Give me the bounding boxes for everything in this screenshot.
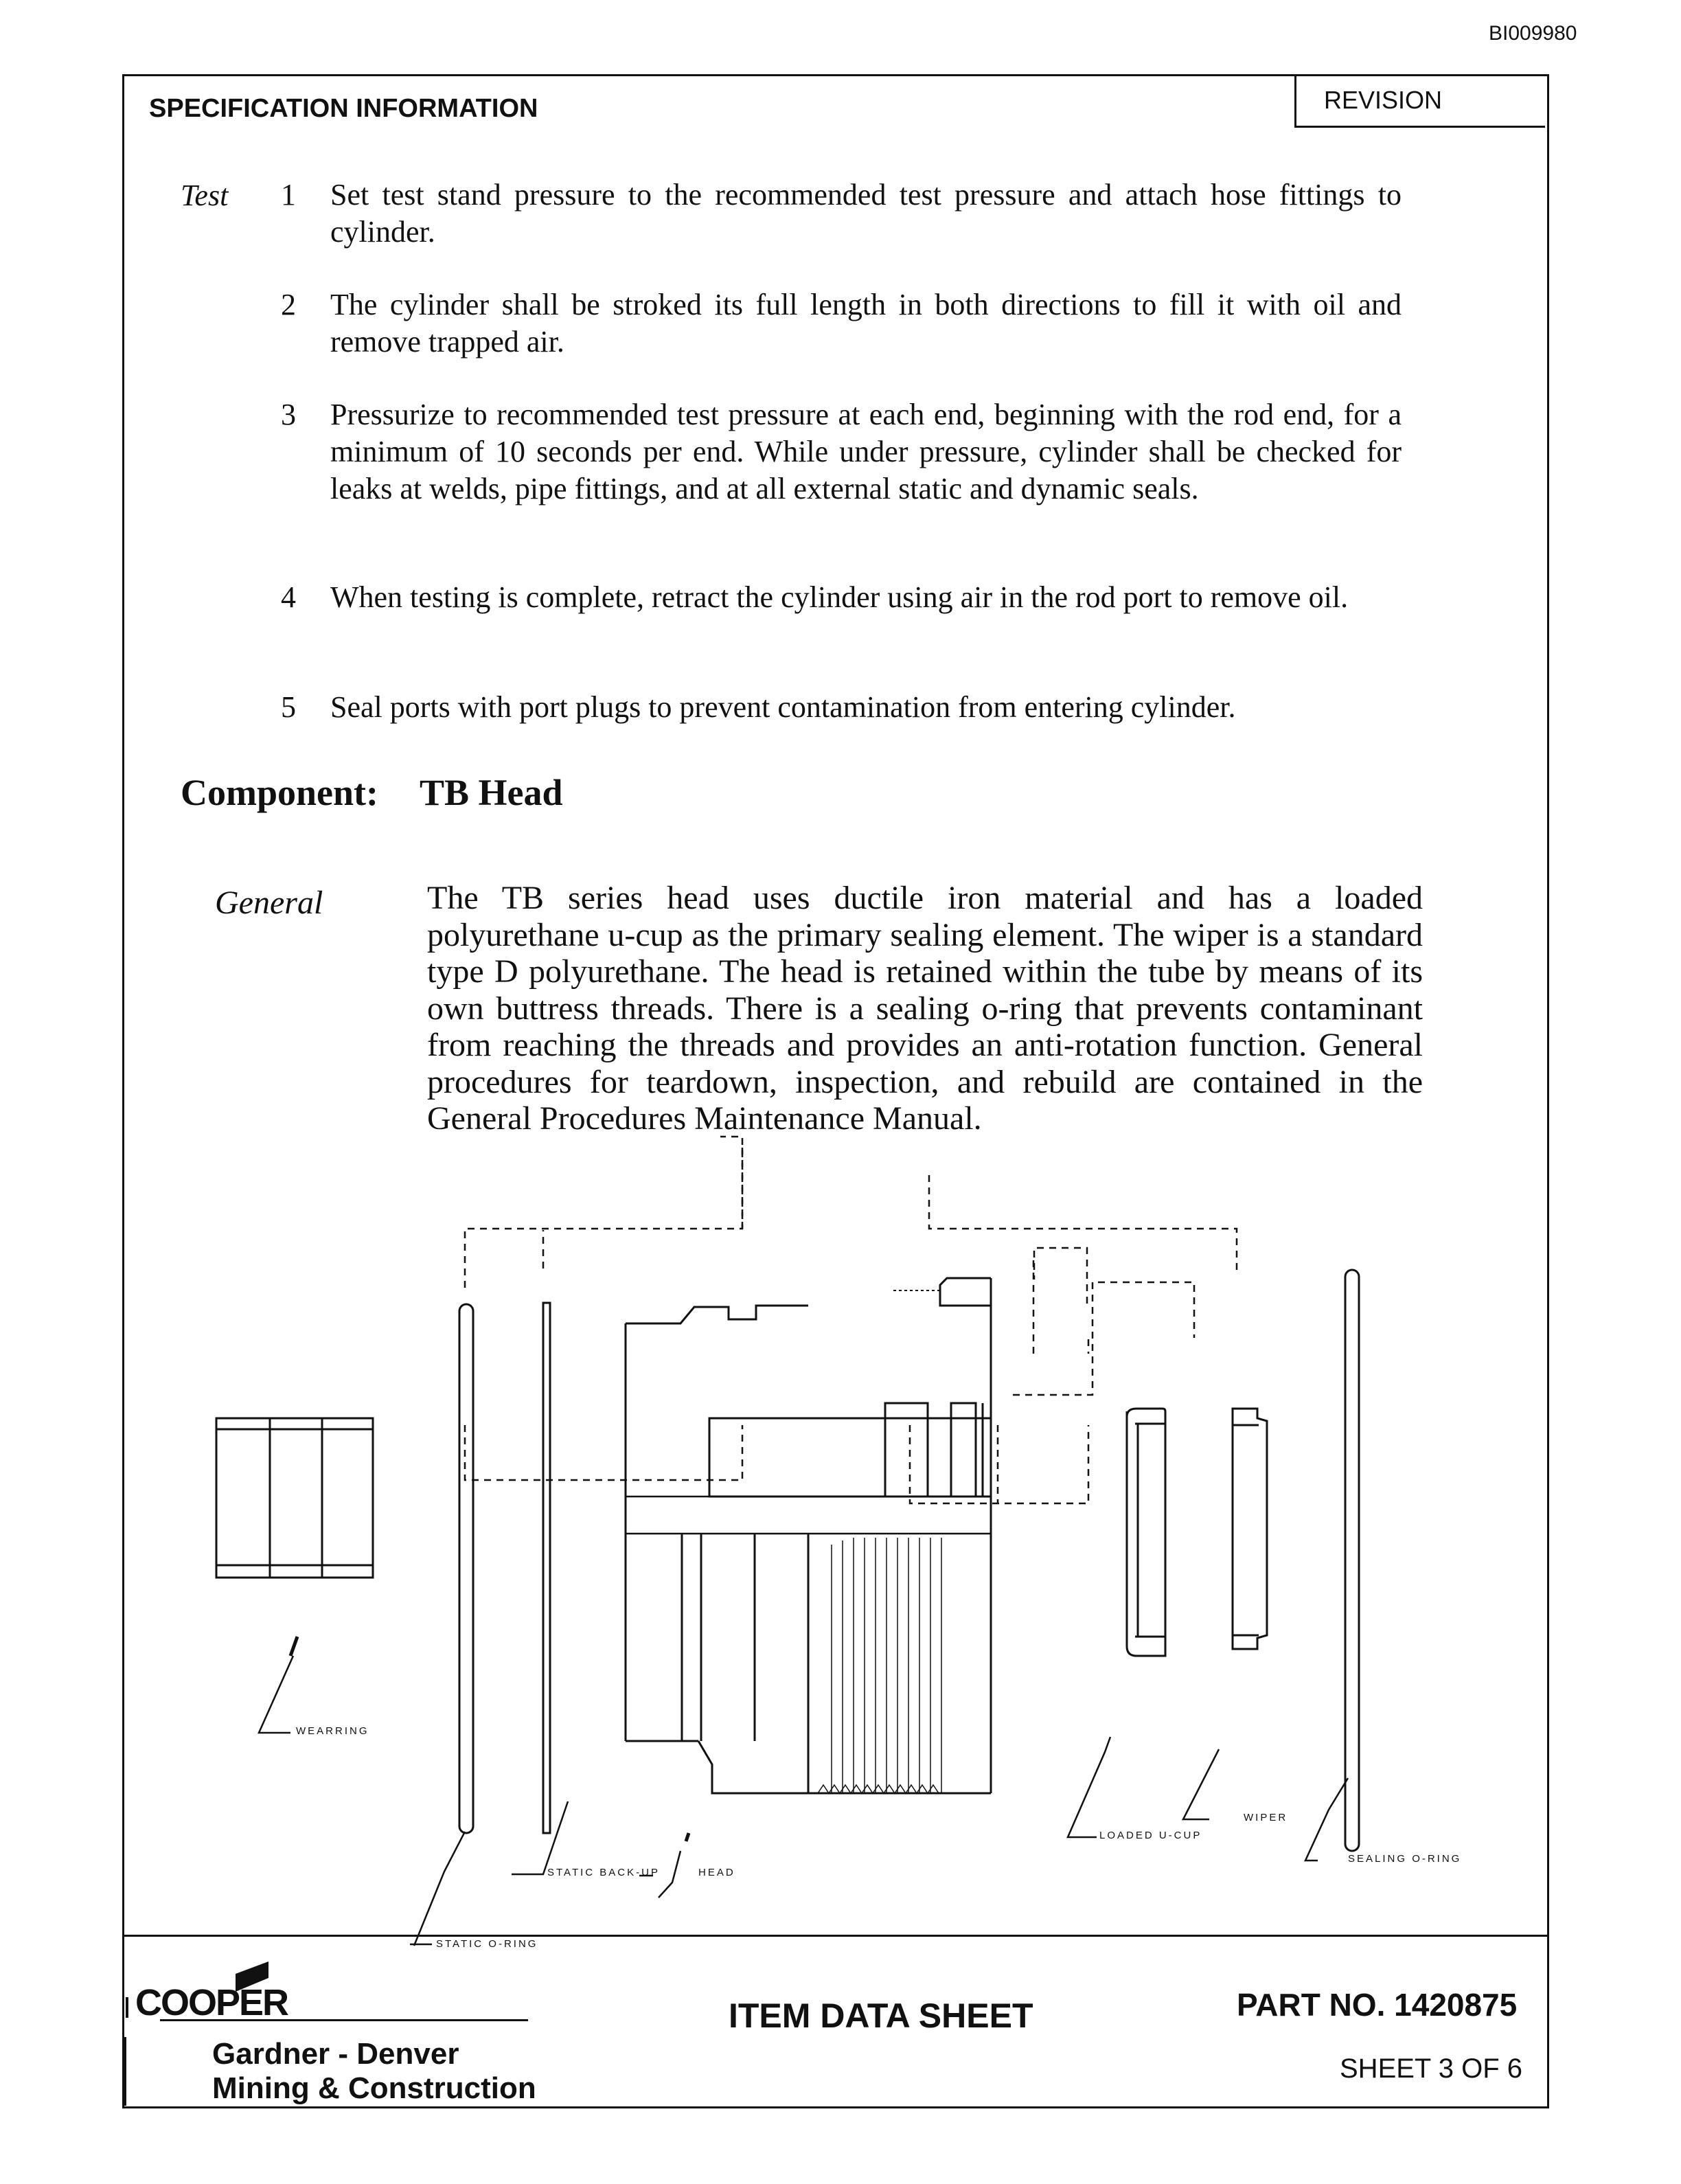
sheet-number: SHEET 3 OF 6 — [1340, 2054, 1523, 2084]
static-oring-label: STATIC O-RING — [436, 1938, 538, 1950]
logo-underline — [160, 2019, 528, 2021]
step-number: 3 — [281, 398, 296, 431]
cooper-logo — [127, 1946, 292, 2038]
test-label: Test — [181, 179, 229, 212]
step-number: 1 — [281, 178, 296, 212]
component-label: Component: — [181, 772, 379, 813]
step-number: 2 — [281, 288, 296, 321]
static-oring-part — [459, 1304, 473, 1833]
document-id: BI009980 — [1489, 22, 1577, 45]
loaded-ucup-part — [1127, 1409, 1165, 1656]
dashed-leaders — [465, 1137, 1237, 1503]
wiper-label: WIPER — [1244, 1812, 1288, 1823]
revision-label: REVISION — [1324, 86, 1443, 114]
company-line-2: Mining & Construction — [212, 2071, 536, 2105]
step-text: Seal ports with port plugs to prevent contamination from entering cylinder. — [330, 690, 1236, 724]
wearring-part — [216, 1418, 373, 1578]
thread-lines — [818, 1538, 941, 1793]
step-text: Pressurize to recommended test pressure at each end, beginning with the rod end, for a minimum of 10 seconds per end. While under pressure, cylinder shall be checked for leaks at welds, pipe fittings, and at all external static and dynamic seals. — [330, 398, 1402, 505]
step-text: When testing is complete, retract the cylinder using air in the rod port to remove oil. — [330, 580, 1349, 614]
spec-sheet-frame — [122, 74, 1549, 2108]
footer-left-rule — [124, 2037, 126, 2106]
loaded-ucup-label: LOADED U-CUP — [1099, 1830, 1202, 1841]
section-title: SPECIFICATION INFORMATION — [149, 94, 538, 123]
step-text: Set test stand pressure to the recommended test pressure and attach hose fittings to cylinder. — [330, 178, 1402, 249]
wearring-label: WEARRING — [296, 1725, 369, 1737]
general-description: The TB series head uses ductile iron material and has a loaded polyurethane u-cup as the primary sealing element. The wiper is a standard type D polyurethane. The head is retained within the tube by means of its own buttress threads. There is a sealing o-ring that prevents contaminant from reaching the threads and provides an anti-rotation function. General procedures for teardown, inspection, and rebuild are contained in the General Procedures Maintenance Manual. — [427, 880, 1423, 1137]
general-label: General — [215, 885, 323, 921]
company-line-1: Gardner - Denver — [212, 2037, 459, 2071]
logo-wordmark: COOPER — [135, 1982, 288, 2023]
footer — [124, 1935, 1547, 2108]
wiper-part — [1233, 1409, 1267, 1649]
tb-head-exploded-diagram — [124, 76, 1547, 1950]
callout-lines — [259, 1637, 1348, 1946]
company-name — [212, 2037, 536, 2106]
component-name: TB Head — [420, 772, 563, 813]
step-text: The cylinder shall be stroked its full length in both directions to fill it with oil and remove trapped air. — [330, 288, 1402, 359]
static-backup-part — [543, 1303, 550, 1833]
sealing-oring-part — [1345, 1270, 1359, 1851]
step-number: 5 — [281, 690, 296, 724]
sealing-oring-label: SEALING O-RING — [1348, 1853, 1462, 1865]
step-number: 4 — [281, 580, 296, 614]
head-label: HEAD — [698, 1867, 735, 1878]
part-number: PART NO. 1420875 — [1237, 1987, 1518, 2023]
static-backup-label: STATIC BACK-UP — [547, 1867, 660, 1878]
head-part — [626, 1278, 991, 1793]
sheet-title: ITEM DATA SHEET — [729, 1997, 1033, 2035]
